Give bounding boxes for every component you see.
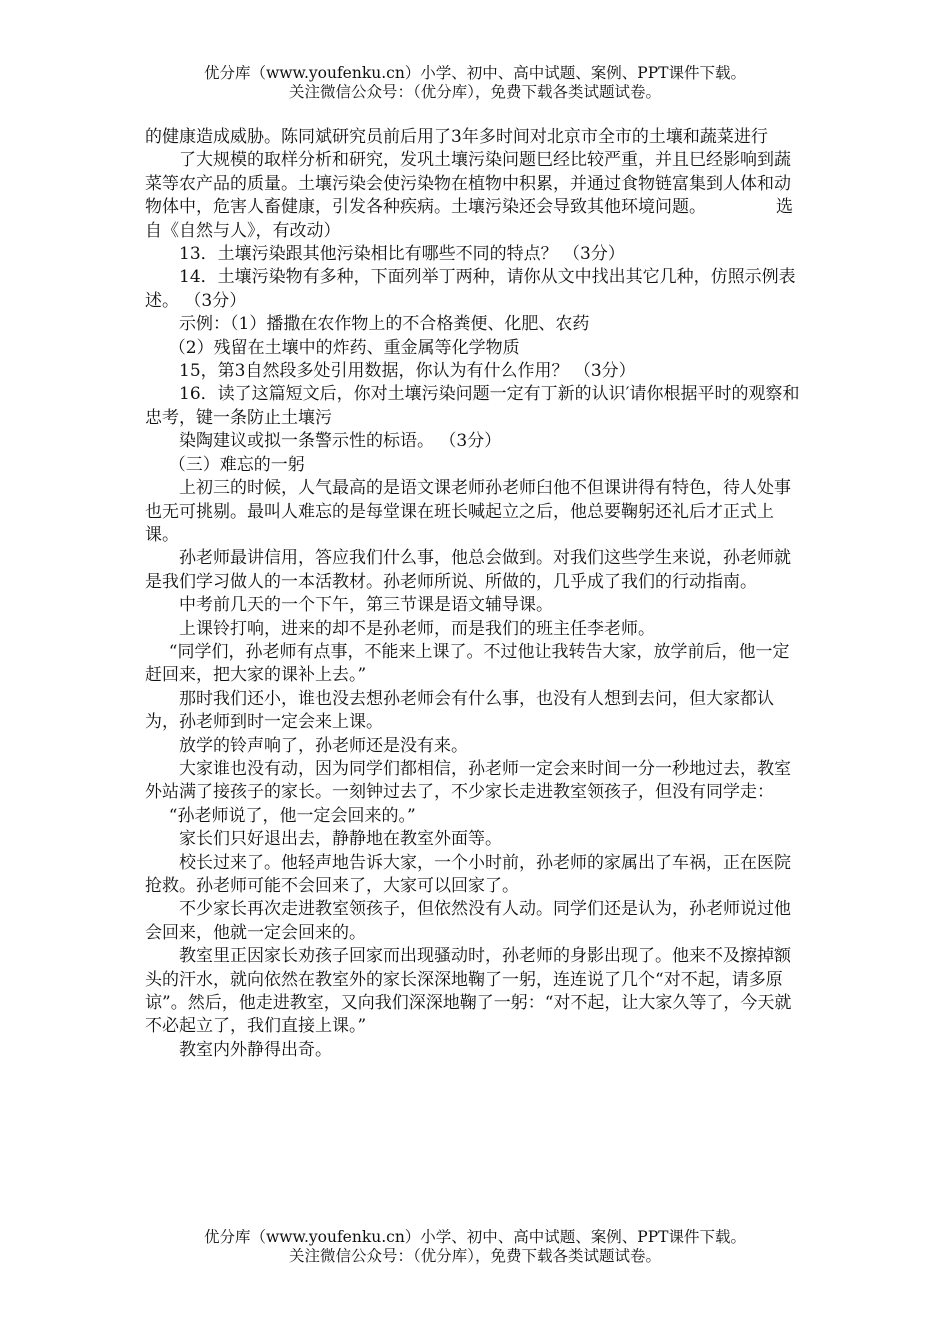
paragraph-soil-research <box>145 149 805 243</box>
question-14-example-2: （2）残留在土壤中的炸药、重金属等化学物质 <box>168 337 520 358</box>
story-paragraph: 放学的铃声响了，孙老师还是没有来。 <box>179 735 468 756</box>
story-paragraph: “同学们，孙老师有点事，不能来上课了。不过他让我转告大家，放学前后，他一定赶回来，把大家的课补上去。” <box>145 641 790 686</box>
story-paragraph: 那时我们还小，谁也没去想孙老师会有什么事，也没有人想到去问，但大家都认为，孙老师到时一定会来上课。 <box>145 688 774 733</box>
story-paragraph: 中考前几天的一个下午，第三节课是语文辅导课。 <box>179 595 553 616</box>
footer-line-1: 优分库（www.youfenku.cn）小学、初中、高中试题、案例、PPT课件下载。 <box>203 1228 747 1246</box>
question-15: 15，第3自然段多处引用数据，你认为有什么作用？ （3分） <box>179 361 636 382</box>
story-paragraph: 大家谁也没有动，因为同学们都相信，孙老师一定会来时间一分一秒地过去，教室外站满了接孩子的家长。一刻钟过去了，不少家长走进教室领孩子，但没有同学走： <box>145 758 791 803</box>
question-16: 16．读了这篇短文后，你对土壤污染问题一定有丁新的认识′请你根据平时的观察和忠考，键一条防止土壤污 <box>145 384 800 428</box>
story-paragraph: 不少家长再次走进教室领孩子，但依然没有人动。同学们还是认为，孙老师说过他会回来，他就一定会回来的。 <box>145 899 791 943</box>
question-14-example-1: 示例：（1）播撒在农作物上的不合格粪便、化肥、农药 <box>179 314 590 335</box>
story-paragraph: 上课铃打响，进来的却不是孙老师，而是我们的班主任李老师。 <box>179 618 655 639</box>
document-body <box>145 126 805 1062</box>
header-line-1: 优分库（www.youfenku.cn）小学、初中、高中试题、案例、PPT课件下载。 <box>203 64 747 82</box>
story-paragraph: 校长过来了。他轻声地告诉大家，一个小时前，孙老师的家属出了车祸，正在医院抢救。孙老师可能不会回来了，大家可以回家了。 <box>145 852 791 896</box>
paragraph-soil-research-text: 了大规模的取样分析和研究，发巩土壤污染问题巳经比较严重，并且巳经影响到蔬菜等农产品的质量。土壤污染会使污染物在植物中积累，并通过食物链富集到人体和动物体中，危害人畜健康，引发各种疾病。土壤污染还会导致其他环境问题。 <box>145 150 791 218</box>
story-paragraph: 孙老师最讲信用，答应我们什么事，他总会做到。对我们这些学生来说，孙老师就是我们学习做人的一本活教材。孙老师所说、所做的，几乎成了我们的行动指南。 <box>145 548 791 592</box>
story-paragraph: 上初三的时候，人气最高的是语文课老师孙老师臼他不但课讲得有特色，待人处事也无可挑剔。最叫人难忘的是每堂课在班长喊起立之后，他总要鞠躬还礼后才正式上课。 <box>145 478 791 545</box>
header-line-2: 关注微信公众号：（优分库），免费下载各类试题试卷。 <box>288 83 661 101</box>
story-paragraph: “孙老师说了，他一定会回来的。” <box>168 805 416 826</box>
story-paragraph: 家长们只好退出去，静静地在教室外面等。 <box>179 829 502 850</box>
story-paragraph: 教室内外静得出奇。 <box>179 1039 332 1060</box>
source-citation: 选自《自然与人》，有改动） <box>145 197 793 241</box>
footer-line-2: 关注微信公众号：（优分库），免费下载各类试题试卷。 <box>288 1247 661 1265</box>
story-paragraph: 教室里正因家长劝孩子回家而出现骚动时，孙老师的身影出现了。他来不及擦掉额头的汗水，就向依然在教室外的家长深深地鞠了一躬，连连说了几个“对不起，请多原谅”。然后，他走进教室，又向我们深深地鞠了一躬：“对不起，让大家久等了，今天就不必起立了，我们直接上课。” <box>145 946 792 1037</box>
question-14: 14．土壤污染物有多种，下面列举丁两种，请你从文中找出其它几种，仿照示例表述。 （3分） <box>145 267 796 311</box>
question-16-continuation: 染陶建议或拟一条警示性的标语。 （3分） <box>179 431 502 452</box>
page-footer <box>0 1228 950 1266</box>
section-title: （三）难忘的一躬 <box>168 454 305 475</box>
question-13: 13．土壤污染跟其他污染相比有哪些不同的特点？ （3分） <box>179 244 625 265</box>
paragraph-continuation: 的健康造成威胁。陈同斌研究员前后用了3年多时间对北京市全市的土壤和蔬菜进行 <box>145 127 768 147</box>
page-header <box>0 64 950 102</box>
